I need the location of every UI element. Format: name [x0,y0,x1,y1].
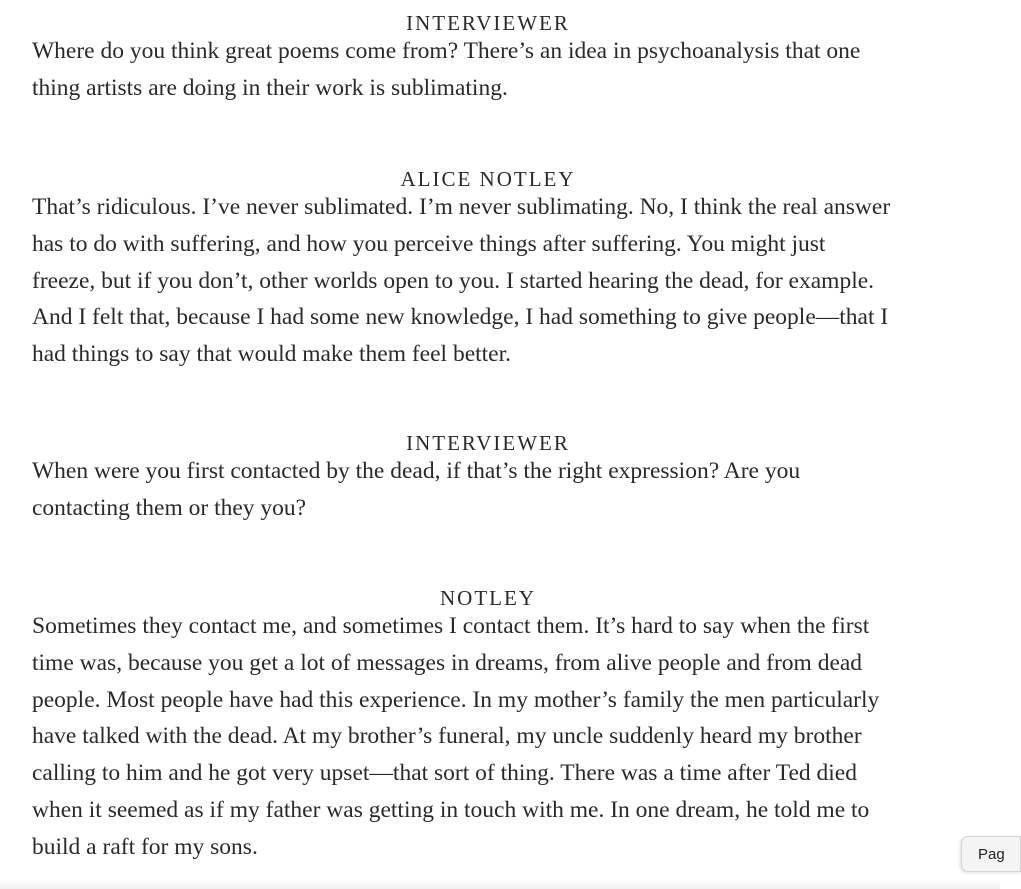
speaker-label: NOTLEY [440,586,536,610]
paragraph-line: When were you first contacted by the dead, if that’s the right expression? Are you [32,458,801,484]
paragraph-line: calling to him and he got very upset—that sort of thing. There was a time after Ted died [32,760,857,787]
bottom-shadow [0,879,1000,889]
page-tab-button[interactable] [961,836,1021,872]
question-paragraph [32,33,944,107]
speaker-label: ALICE NOTLEY [400,167,576,191]
paragraph-line: build a raft for my sons. [32,833,258,860]
speaker-label: INTERVIEWER [406,11,570,35]
paragraph-line: thing artists are doing in their work is sublimating. [32,74,508,101]
paragraph-line: contacting them or they you? [32,494,307,521]
paragraph-line: had things to say that would make them feel better. [32,341,512,368]
speaker-label: INTERVIEWER [406,431,570,455]
qa-block [32,423,944,527]
answer-paragraph [32,189,944,373]
paragraph-line: Sometimes they contact me, and sometimes I contact them. It’s hard to say when the first [32,613,870,639]
paragraph-line: people. Most people have had this experience. In my mother’s family the men particularly [32,686,880,713]
paragraph-line: when it seemed as if my father was getting in touch with me. In one dream, he told me to [32,796,870,823]
paragraph-line: That’s ridiculous. I’ve never sublimated. I’m never sublimating. No, I think the real answer [32,194,891,220]
qa-block [32,159,944,373]
paragraph-line: freeze, but if you don’t, other worlds open to you. I started hearing the dead, for example. [32,267,875,294]
paragraph-line: time was, because you get a lot of messages in dreams, from alive people and from dead [32,649,863,676]
paragraph-line: has to do with suffering, and how you perceive things after suffering. You might just [32,230,826,257]
paragraph-line: have talked with the dead. At my brother’s funeral, my uncle suddenly heard my brother [32,723,862,750]
answer-paragraph [32,608,944,866]
qa-block [32,578,944,866]
paragraph-line: And I felt that, because I had some new knowledge, I had something to give people—that I [32,304,889,331]
qa-block [32,3,944,107]
question-paragraph [32,453,944,527]
paragraph-line: Where do you think great poems come from? There’s an idea in psychoanalysis that one [32,38,861,64]
page-tab-label: Pag [978,846,1005,863]
